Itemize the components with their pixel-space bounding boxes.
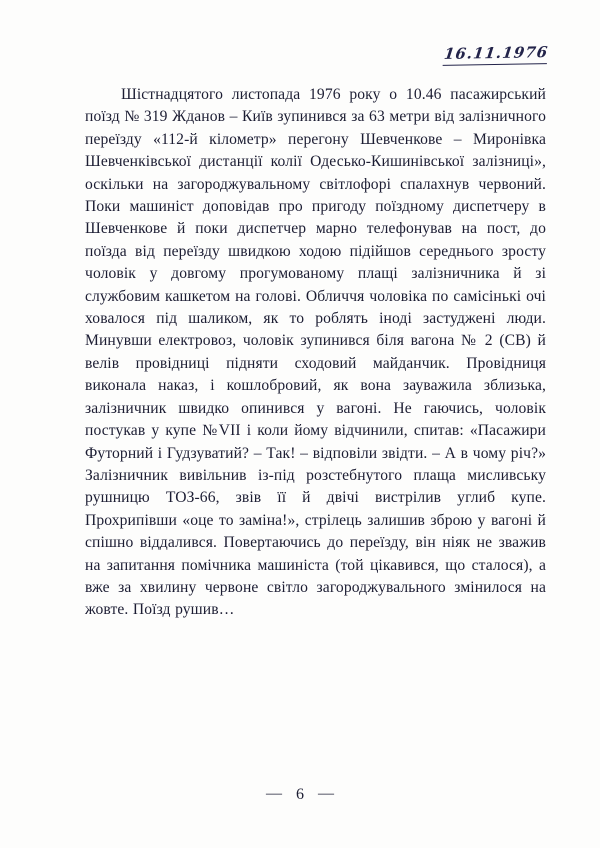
page-number: 6 xyxy=(296,786,304,803)
handwritten-date: 16.11.1976 xyxy=(443,43,550,66)
footer-right-dash: — xyxy=(318,785,334,802)
page-footer xyxy=(0,786,600,804)
body-paragraph: Шістнадцятого листопада 1976 року о 10.46 пасажирський поїзд № 319 Жданов – Київ зупинився за 63 метри від залізничного переїзду «112-й кілометр» перегону Шевченкове – Миронівка Шевченківської дистанції колії Одесько-Кишинівської залізниці», оскільки на загороджувальному світлофорі спалахнув червоний. Поки машиніст доповідав про пригоду поїздному диспетчеру в Шевченкове й поки диспетчер марно телефонував на пост, до поїзда від переїзду швидкою ходою підійшов середнього зросту чоловік у довгому прогумованому плащі залізничника й зі службовим кашкетом на голові. Обличчя чоловіка по самісінькі очі ховалося під шаликом, як то роблять іноді застуджені люди. Минувши електровоз, чоловік зупинився біля вагона № 2 (СВ) й велів провідниці підняти сходовий майданчик. Провідниця виконала наказ, і кошлобровий, як вона зауважила зблизька, залізничник швидко опинився у вагоні. Не гаючись, чоловік постукав у купе №VII і коли йому відчинили, спитав: «Пасажири Футорний і Гудзуватий? – Так! – відповіли звідти. – А в чому річ?» Залізничник вивільнив із-під розстебнутого плаща мисливську рушницю ТОЗ-66, звів її й двічі вистрілив углиб купе. Прохрипівши «оце то заміна!», стрілець залишив зброю у вагоні й спішно віддалився. Повертаючись до переїзду, він ніяк не зважив на запитання помічника машиніста (той цікавився, що сталося), а вже за хвилину червоне світло загороджувального змінилося на жовте. Поїзд рушив… xyxy=(85,86,546,619)
footer-left-dash: — xyxy=(266,785,282,802)
